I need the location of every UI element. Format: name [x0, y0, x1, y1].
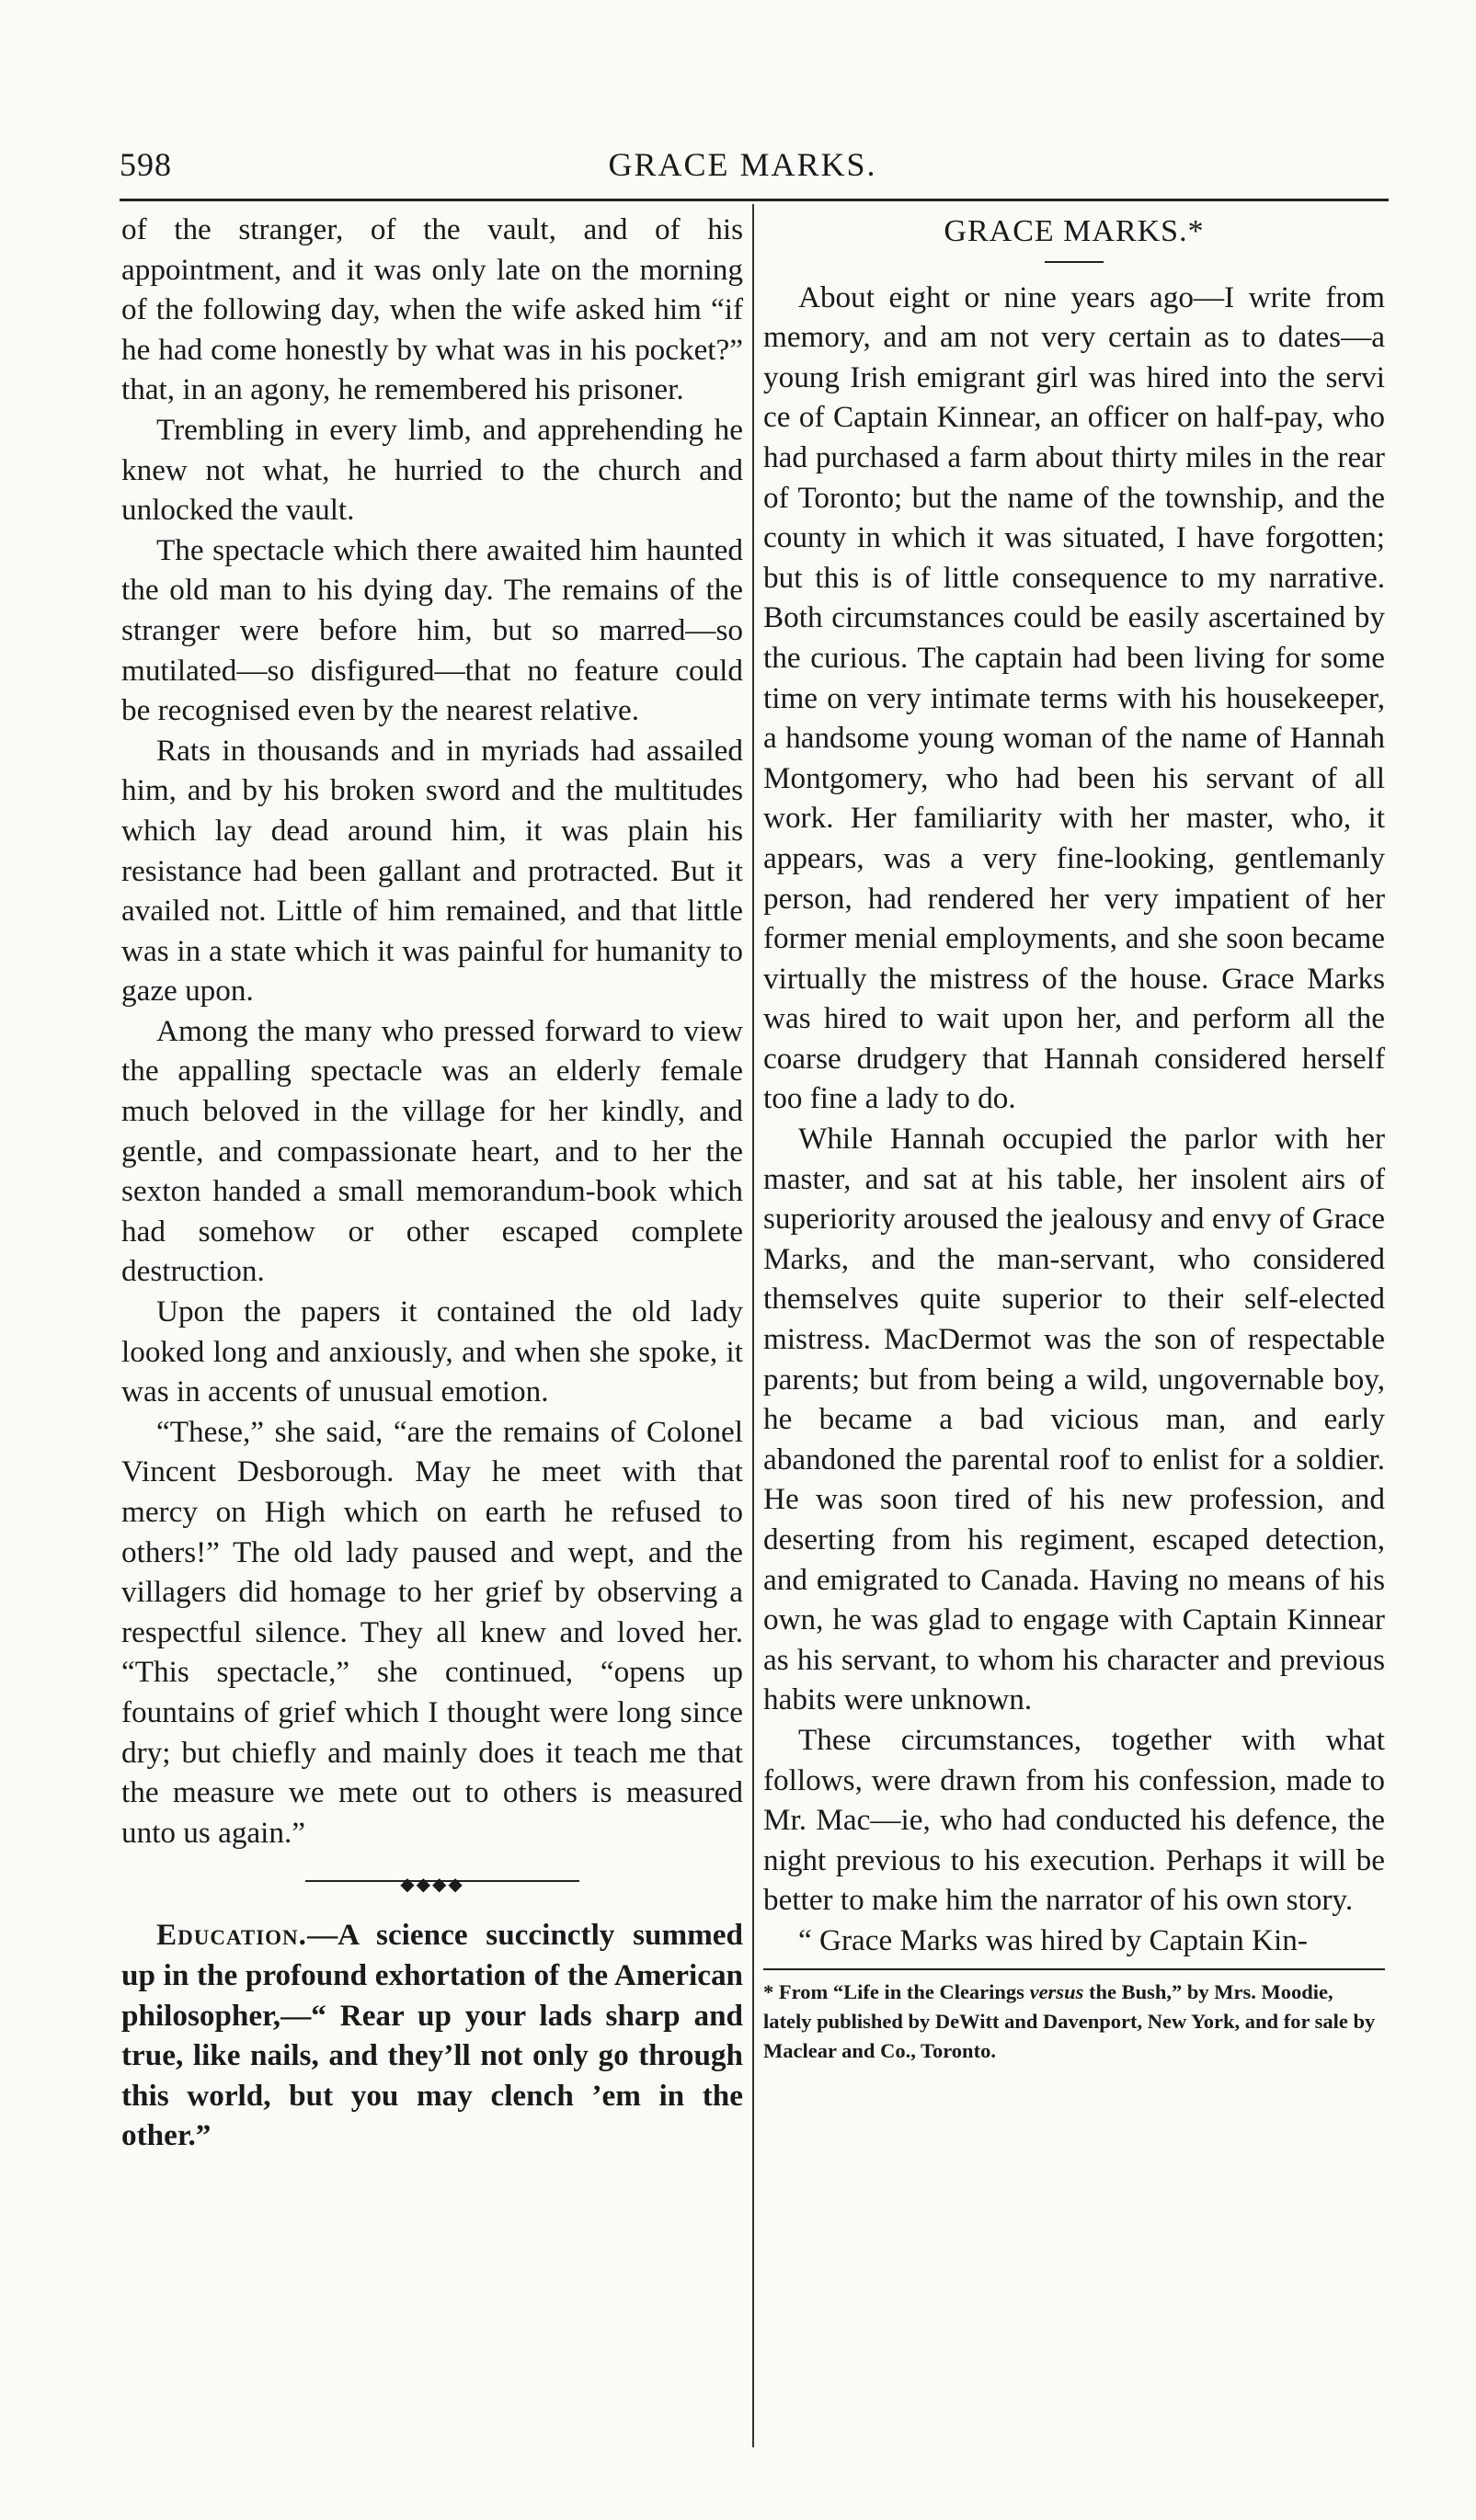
footnote-text-a: “Life in the Clearings	[832, 1979, 1024, 2003]
paragraph: Trembling in every limb, and apprehending he knew not what, he hurried to the church and unlocked the vault.	[121, 412, 743, 528]
column-divider	[752, 204, 754, 2447]
ornament-diamonds: ◆◆◆◆	[400, 1875, 464, 1896]
education-label: Education.	[156, 1918, 307, 1953]
right-column	[763, 210, 1385, 2066]
paragraph: Upon the papers it contained the old lady looked long and anxiously, and when she spoke, it was in accents of unusual emotion.	[121, 1294, 743, 1409]
article-title: GRACE MARKS.*	[944, 214, 1205, 248]
title-rule	[1045, 261, 1104, 263]
running-title: GRACE MARKS.	[608, 146, 877, 183]
paragraph: “These,” she said, “are the remains of Colonel Vincent Desborough. May he meet with that mercy on High which on earth he refused to others!” The old lady paused and wept, and the villagers did homage to her grief by observing a respectful silence. They all knew and loved her. “This spectacle,” she continued, “opens up fountains of grief which I thought were long since dry; but chiefly and mainly does it teach me that the measure we mete out to others is measured unto us again.”	[121, 1414, 743, 1850]
footnote	[763, 1978, 1385, 2066]
paragraph: “ Grace Marks was hired by Captain Kin-	[798, 1922, 1308, 1957]
paragraph: Rats in thousands and in myriads had assailed him, and by his broken sword and the multitudes which lay dead around him, it was plain his resistance had been gallant and protracted. But it availed not. Little of him remained, and that little was in a state which it was painful for humanity to gaze upon.	[121, 733, 743, 1009]
header-rule	[120, 199, 1389, 201]
page-header	[120, 145, 1366, 189]
paragraph: of the stranger, of the vault, and of his appointment, and it was only late on the morning of the following day, when the wife asked him “if he had come honestly by what was in his pocket?” that, in an agony, he remembered his prisoner.	[121, 212, 743, 407]
paragraph: Among the many who pressed forward to view the appalling spectacle was an elderly female much beloved in the village for her kindly, and gentle, and compassionate heart, and to her the sexton handed a small memorandum-book which had somehow or other escaped complete destruction.	[121, 1013, 743, 1289]
page-number: 598	[120, 146, 172, 183]
paragraph: About eight or nine years ago—I write from memory, and am not very certain as to dates—a young Irish emigrant girl was hired into the servi ce of Captain Kinnear, an officer on half-pay, who had purchased a farm about thirty miles in the rear of Toronto; but the name of the township, and the county in which it was situated, I have forgotten; but this is of little consequence to my narrative. Both circumstances could be easily ascertained by the curious. The captain had been living for some time on very intimate terms with his housekeeper, a handsome young woman of the name of Hannah Montgomery, who had been his servant of all work. Her familiarity with her master, who, it appears, was a very fine-looking, gentlemanly person, had rendered her very impatient of her former menial employments, and she soon became virtually the mistress of the house. Grace Marks was hired to wait upon her, and perform all the coarse drudgery that Hannah considered herself too fine a lady to do.	[763, 279, 1385, 1116]
paragraph: While Hannah occupied the parlor with her master, and sat at his table, her insolent airs of superiority aroused the jealousy and envy of Grace Marks, and the man-servant, who considered themselves quite superior to their self-elected mistress. MacDermot was the son of respectable parents; but from being a wild, ungovernable boy, he became a bad vicious man, and early abandoned the parental roof to enlist for a soldier. He was soon tired of his new profession, and deserting from his regiment, escaped detection, and emigrated to Canada. Having no means of his own, he was glad to engage with Captain Kinnear as his servant, to whom his character and previous habits were unknown.	[763, 1122, 1385, 1717]
education-text: —A science succinctly summed up in the profound exhortation of the American philosopher,—“ Rear up your lads sharp and true, like nails, and they’ll not only go through this world, but you may clench ’em in the other.”	[121, 1918, 743, 2153]
footnote-rule	[763, 1968, 1385, 1970]
section-ornament	[121, 1864, 743, 1900]
paragraph: The spectacle which there awaited him haunted the old man to his dying day. The remains of the stranger were before him, but so marred—so mutilated—so disfigured—that no feature could be recognised even by the nearest relative.	[121, 532, 743, 728]
paragraph: These circumstances, together with what follows, were drawn from his confession, made to Mr. Mac—ie, who had conducted his defence, the night previous to his execution. Perhaps it will be better to make him the narrator of his own story.	[763, 1722, 1385, 1918]
footnote-italic: versus	[1029, 1979, 1084, 2003]
footnote-text-b: the Bush,” by Mrs. Moodie, lately published by DeWitt and Davenport, New York, and for sale by Maclear and Co., Toronto.	[763, 1979, 1376, 2062]
education-paragraph	[121, 1915, 743, 2156]
left-column	[121, 210, 743, 2156]
footnote-marker: * From	[763, 1979, 829, 2003]
